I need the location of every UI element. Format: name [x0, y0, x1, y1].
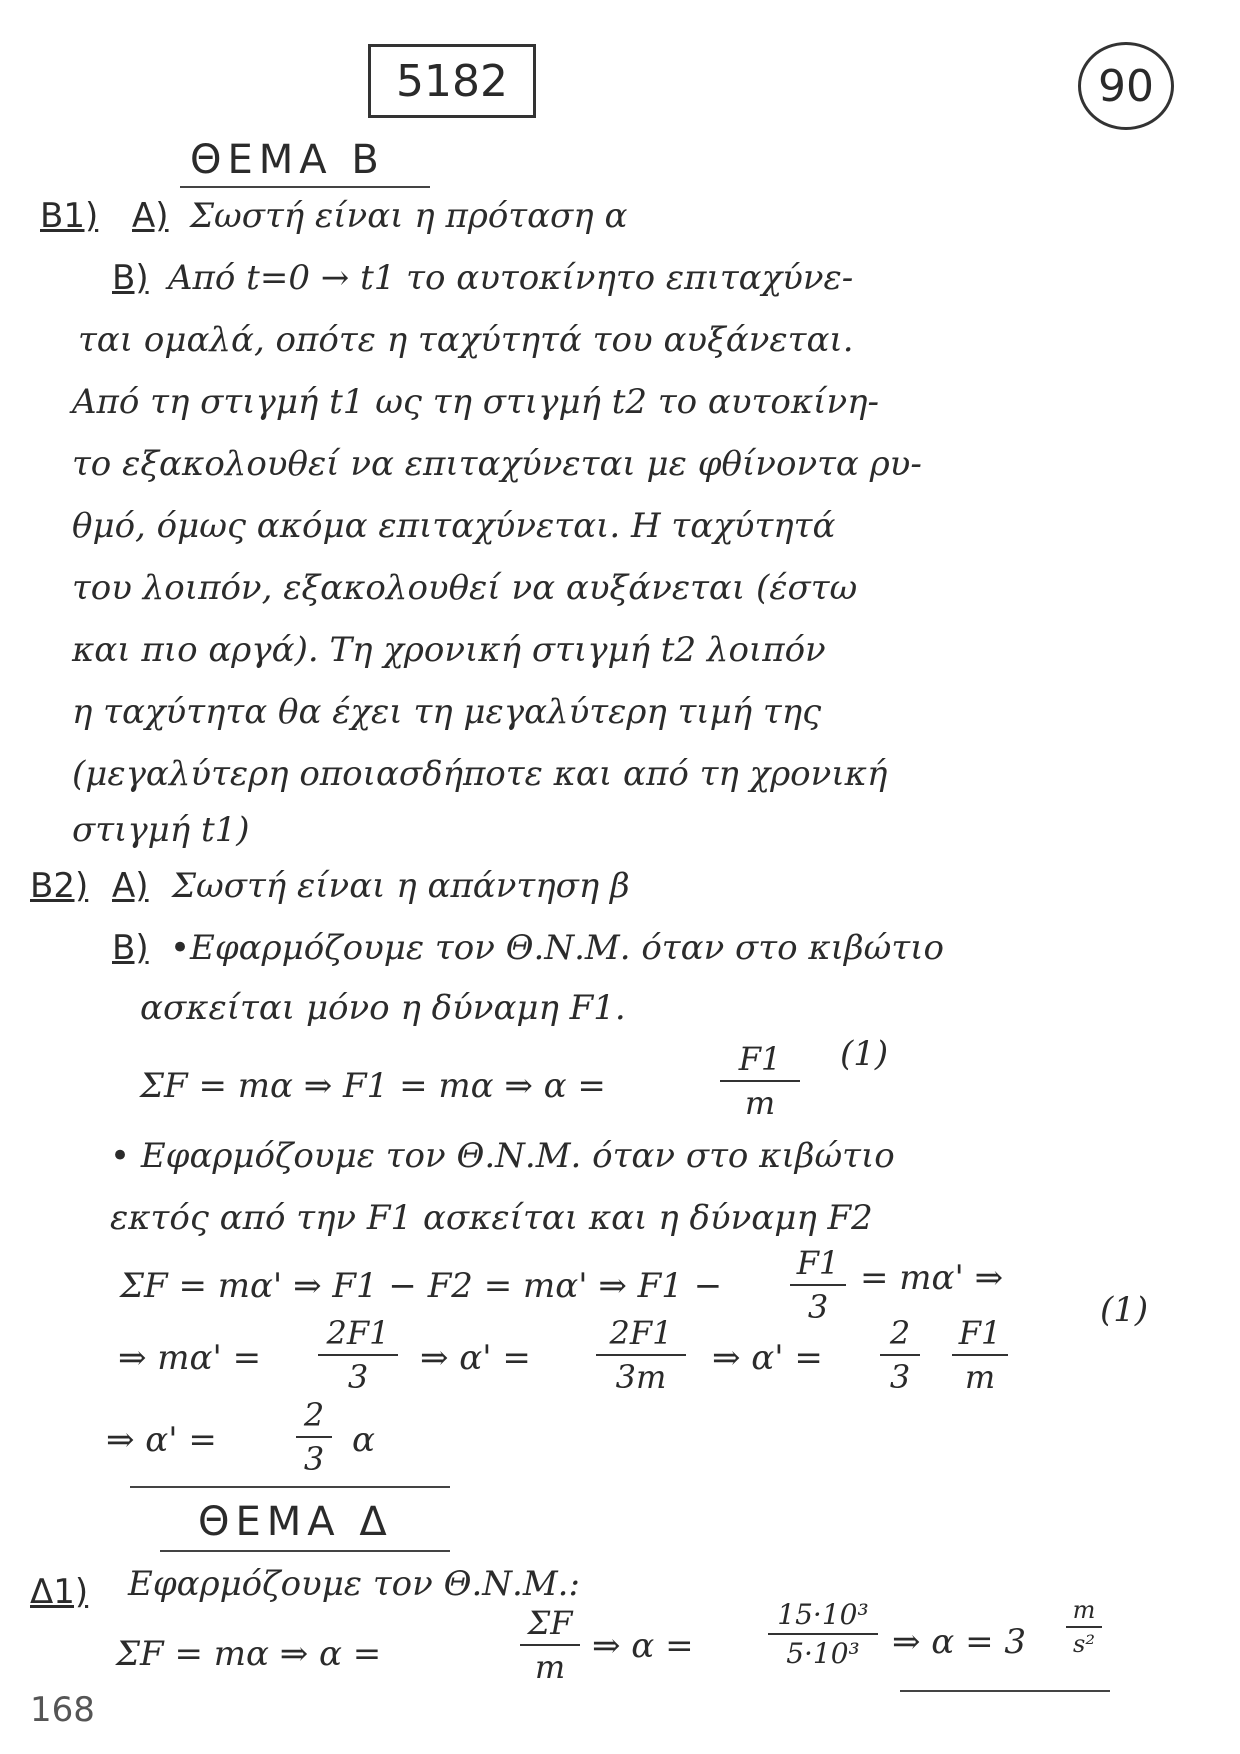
fraction-bar: [952, 1354, 1008, 1356]
fraction-bar: [520, 1644, 580, 1646]
d1-units-denominator: s²: [1073, 1630, 1095, 1658]
b2-b-line-1: •Εφαρμόζουμε τον Θ.Ν.Μ. όταν στο κιβώτιο: [170, 928, 944, 968]
b1-b-line-10: στιγμή t1): [72, 810, 250, 850]
d1-result-underline: [900, 1690, 1110, 1692]
eq4-numerator: 2: [303, 1396, 325, 1434]
eq3-denominator-3: 3: [889, 1358, 911, 1396]
eq2-numerator: F1: [796, 1244, 840, 1282]
eq4-a: ⇒ α' =: [106, 1420, 217, 1460]
d1-eq-c: ⇒ α = 3: [892, 1622, 1026, 1662]
d1-fraction-1: [520, 1604, 580, 1686]
d1-units-numerator: m: [1072, 1596, 1096, 1624]
eq1-left: ΣF = mα ⇒ F1 = mα ⇒ α =: [140, 1066, 606, 1106]
fraction-bar: [720, 1080, 800, 1082]
b2-b-line-3: • Εφαρμόζουμε τον Θ.Ν.Μ. όταν στο κιβώτιο: [110, 1136, 895, 1176]
fraction-bar: [768, 1633, 878, 1635]
b1-b-line-6: του λοιπόν, εξακολουθεί να αυξάνεται (έστω: [72, 568, 858, 608]
eq4-denominator: 3: [303, 1440, 325, 1478]
eq1-numerator: F1: [738, 1040, 782, 1078]
b1-b-line-9: (μεγαλύτερη οποιασδήποτε και από τη χρονική: [72, 754, 888, 794]
b1-b-line-4: το εξακολουθεί να επιταχύνεται με φθίνοντα ρυ-: [72, 444, 922, 484]
eq3-tag: (1): [1100, 1290, 1149, 1330]
eq3-numerator-4: F1: [958, 1314, 1002, 1352]
b1-b-line-7: και πιο αργά). Τη χρονική στιγμή t2 λοιπόν: [72, 630, 826, 670]
document-id-box: [368, 44, 536, 118]
d1-units-fraction: [1066, 1596, 1102, 1658]
b1-b-line-2: ται ομαλά, οπότε η ταχύτητά του αυξάνεται.: [78, 320, 854, 360]
b2-b-label: Β): [112, 928, 149, 968]
eq1-denominator: m: [744, 1084, 776, 1122]
b1-b-line-8: η ταχύτητα θα έχει τη μεγαλύτερη τιμή της: [72, 692, 822, 732]
d1-fraction-2: [768, 1598, 878, 1670]
page-mark: 90: [1098, 60, 1154, 112]
eq3-numerator-2: 2F1: [609, 1314, 673, 1352]
eq2-fraction: [790, 1244, 846, 1326]
b1-b-line-5: θμό, όμως ακόμα επιταχύνεται. Η ταχύτητά: [72, 506, 836, 546]
b2-a-text: Σωστή είναι η απάντηση β: [172, 866, 630, 906]
eq2-right: = mα' ⇒: [860, 1258, 1004, 1298]
fraction-bar: [596, 1354, 686, 1356]
fraction-bar: [296, 1436, 332, 1438]
d1-label: Δ1): [30, 1572, 89, 1612]
eq3-numerator-3: 2: [889, 1314, 911, 1352]
theme-b-underline: [180, 186, 430, 188]
b1-a-label: Α): [132, 196, 169, 236]
document-id: 5182: [396, 55, 508, 107]
d1-eq-b: ⇒ α =: [592, 1626, 694, 1666]
eq3-fraction-2: [596, 1314, 686, 1396]
fraction-bar: [790, 1284, 846, 1286]
b1-b-label: Β): [112, 258, 149, 298]
eq3-fraction-1: [318, 1314, 398, 1396]
eq3-c: ⇒ α' =: [712, 1338, 823, 1378]
d1-text: Εφαρμόζουμε τον Θ.Ν.Μ.:: [128, 1564, 580, 1604]
eq2-denominator: 3: [807, 1288, 829, 1326]
eq4-fraction: [296, 1396, 332, 1478]
theme-d-underline: [160, 1550, 450, 1552]
d1-denominator-2: 5·10³: [786, 1637, 860, 1670]
d1-denominator-1: m: [534, 1648, 566, 1686]
b2-a-label: Α): [112, 866, 149, 906]
b2-label: Β2): [30, 866, 89, 906]
b2-b-line-4: εκτός από την F1 ασκείται και η δύναμη F2: [110, 1198, 873, 1238]
page-mark-circle: [1078, 42, 1174, 130]
eq3-a: ⇒ mα' =: [118, 1338, 262, 1378]
b1-b-line-3: Από τη στιγμή t1 ως τη στιγμή t2 το αυτοκίνη-: [72, 382, 879, 422]
b2-b-line-2: ασκείται μόνο η δύναμη F1.: [140, 988, 626, 1028]
footer-page-number: 168: [30, 1690, 95, 1730]
d1-eq-a: ΣF = mα ⇒ α =: [116, 1634, 382, 1674]
b1-a-text: Σωστή είναι η πρόταση α: [190, 196, 628, 236]
eq1-tag: (1): [840, 1034, 889, 1074]
theme-d-heading: ΘΕΜΑ Δ: [198, 1499, 393, 1545]
fraction-bar: [1066, 1626, 1102, 1628]
eq3-denominator-1: 3: [347, 1358, 369, 1396]
eq4-underline: [130, 1486, 450, 1488]
eq3-denominator-4: m: [964, 1358, 996, 1396]
b1-label: Β1): [40, 196, 99, 236]
eq4-b: α: [352, 1420, 375, 1460]
eq3-b: ⇒ α' =: [420, 1338, 531, 1378]
d1-numerator-1: ΣF: [527, 1604, 573, 1642]
eq3-numerator-1: 2F1: [326, 1314, 390, 1352]
eq3-denominator-2: 3m: [615, 1358, 667, 1396]
theme-b-heading: ΘΕΜΑ Β: [190, 137, 385, 183]
eq1-fraction: [720, 1040, 800, 1122]
fraction-bar: [880, 1354, 920, 1356]
eq3-fraction-4: [952, 1314, 1008, 1396]
d1-numerator-2: 15·10³: [777, 1598, 869, 1631]
eq2-left: ΣF = mα' ⇒ F1 − F2 = mα' ⇒ F1 −: [120, 1266, 723, 1306]
fraction-bar: [318, 1354, 398, 1356]
b1-b-line-1: Από t=0 → t1 το αυτοκίνητο επιταχύνε-: [168, 258, 854, 298]
eq3-fraction-3: [880, 1314, 920, 1396]
